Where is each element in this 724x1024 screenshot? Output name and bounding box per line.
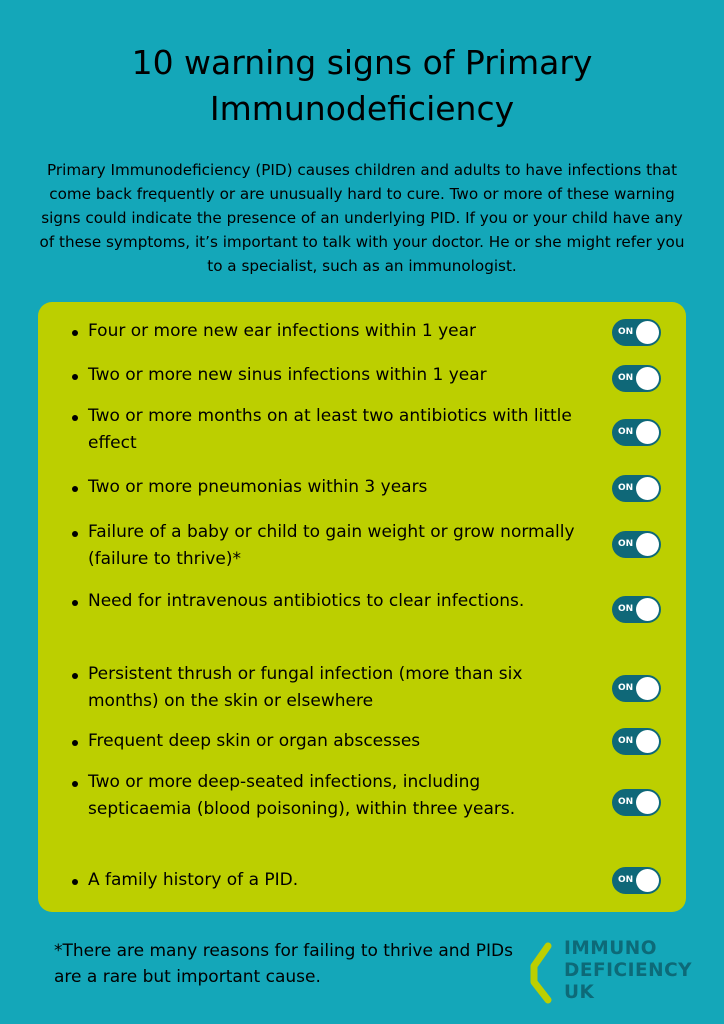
bullet-icon — [72, 486, 78, 492]
logo-line-2: DEFICIENCY — [564, 960, 693, 981]
toggle-label: ON — [618, 327, 634, 337]
toggle-switch[interactable] — [612, 596, 661, 623]
bullet-icon — [72, 531, 78, 537]
toggle-knob — [636, 533, 659, 556]
warning-sign-text: Two or more new sinus infections within 1 year — [88, 365, 487, 385]
bullet-icon — [72, 781, 78, 787]
toggle-label: ON — [618, 797, 634, 807]
warning-sign-text: Failure of a baby or child to gain weight or grow normally (failure to thrive)* — [88, 522, 575, 569]
warning-sign-text: Four or more new ear infections within 1 year — [88, 321, 477, 341]
toggle-label: ON — [618, 427, 634, 437]
intro-paragraph: Primary Immunodeficiency (PID) causes children and adults to have infections that come back frequently or are unusually hard to cure. Two or more of these warning signs could indicate the presence of an underlying PID. If you or your child have any of these symptoms, it’s important to talk with your doctor. He or she might refer you to a specialist, such as an immunologist. — [39, 161, 685, 275]
toggle-label: ON — [618, 373, 634, 383]
warning-sign-text: A family history of a PID. — [88, 870, 299, 890]
toggle-switch[interactable] — [612, 789, 661, 816]
footnote: *There are many reasons for failing to thrive and PIDs are a rare but important cause. — [54, 941, 513, 987]
logo-mark-icon — [526, 942, 558, 1004]
toggle-knob — [636, 791, 659, 814]
logo-line-1: IMMUNO — [564, 938, 657, 959]
warning-sign-text: Need for intravenous antibiotics to clear infections. — [88, 591, 525, 611]
bullet-icon — [72, 374, 78, 380]
warning-sign-text: Two or more deep-seated infections, including septicaemia (blood poisoning), within three years. — [88, 772, 516, 819]
toggle-switch[interactable] — [612, 728, 661, 755]
toggle-switch[interactable] — [612, 675, 661, 702]
immunodeficiency-uk-logo — [526, 938, 706, 1008]
toggle-switch[interactable] — [612, 365, 661, 392]
warning-sign-text: Two or more pneumonias within 3 years — [88, 477, 428, 497]
warning-signs-panel — [38, 302, 686, 912]
bullet-icon — [72, 330, 78, 336]
bullet-icon — [72, 879, 78, 885]
page-title: 10 warning signs of Primary Immunodeficiency — [131, 43, 593, 128]
bullet-icon — [72, 415, 78, 421]
warning-sign-text: Frequent deep skin or organ abscesses — [88, 731, 421, 751]
toggle-knob — [636, 730, 659, 753]
toggle-label: ON — [618, 736, 634, 746]
bullet-icon — [72, 600, 78, 606]
toggle-label: ON — [618, 604, 634, 614]
logo-line-3: UK — [564, 982, 595, 1003]
toggle-label: ON — [618, 683, 634, 693]
toggle-label: ON — [618, 483, 634, 493]
toggle-knob — [636, 321, 659, 344]
toggle-knob — [636, 869, 659, 892]
logo-wordmark — [564, 938, 706, 1004]
toggle-switch[interactable] — [612, 867, 661, 894]
toggle-knob — [636, 677, 659, 700]
toggle-knob — [636, 367, 659, 390]
warning-sign-text: Persistent thrush or fungal infection (more than six months) on the skin or elsewhere — [88, 664, 523, 711]
toggle-knob — [636, 421, 659, 444]
toggle-knob — [636, 598, 659, 621]
bullet-icon — [72, 673, 78, 679]
toggle-switch[interactable] — [612, 419, 661, 446]
warning-sign-text: Two or more months on at least two antibiotics with little effect — [88, 406, 572, 453]
toggle-knob — [636, 477, 659, 500]
bullet-icon — [72, 740, 78, 746]
toggle-switch[interactable] — [612, 319, 661, 346]
toggle-switch[interactable] — [612, 531, 661, 558]
toggle-label: ON — [618, 539, 634, 549]
toggle-switch[interactable] — [612, 475, 661, 502]
toggle-label: ON — [618, 875, 634, 885]
